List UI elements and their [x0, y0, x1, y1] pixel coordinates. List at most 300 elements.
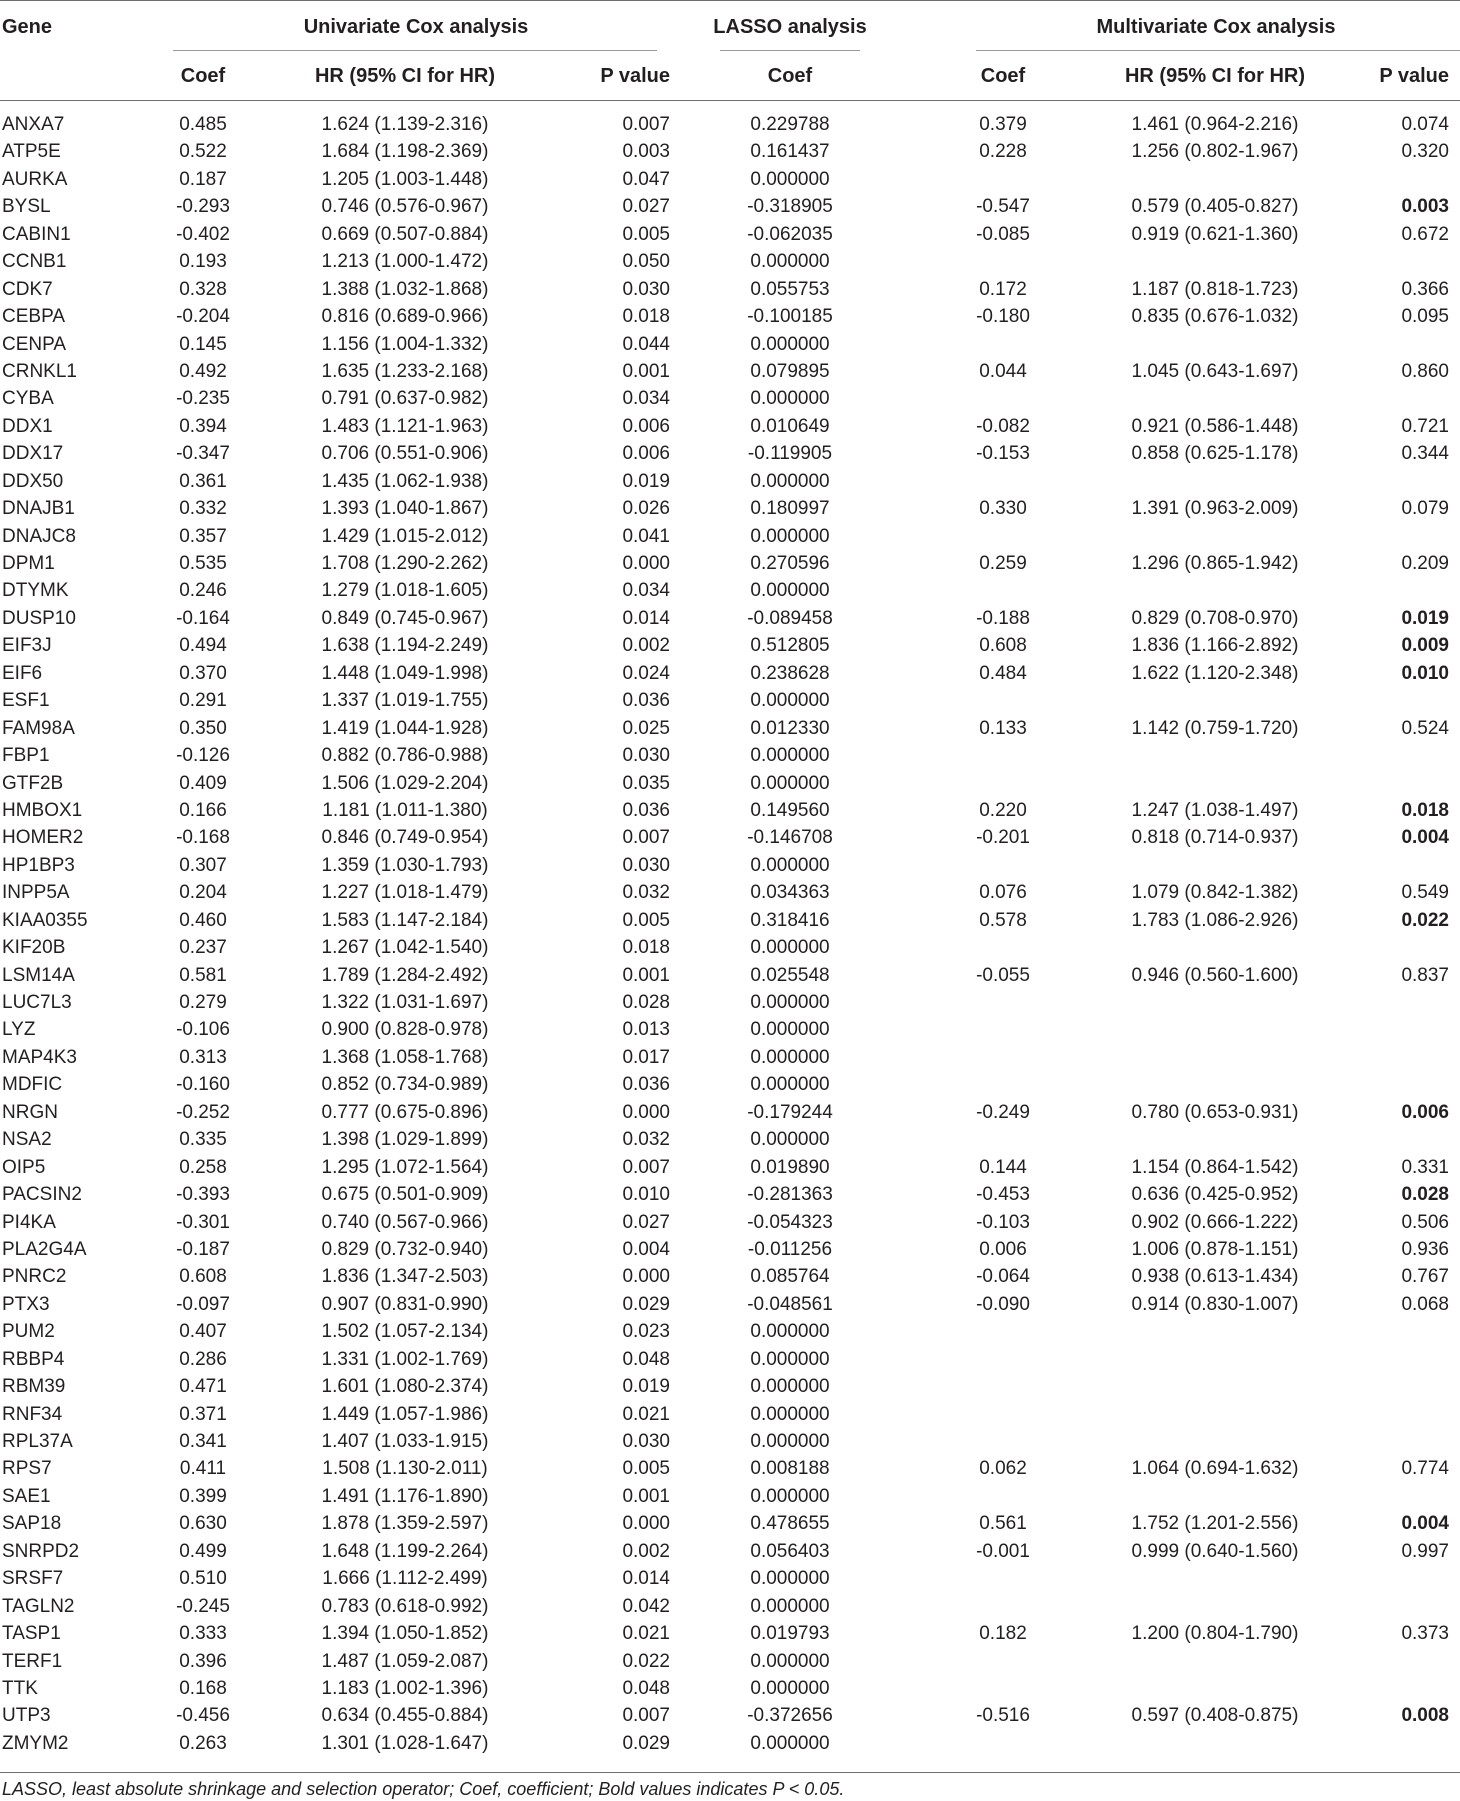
- multivariate-p-cell: 0.549: [1401, 882, 1449, 904]
- lasso-coef-cell: 0.000000: [750, 1046, 830, 1068]
- header-multivariate-p: P value: [1379, 65, 1449, 87]
- univariate-p-cell: 0.047: [622, 168, 670, 190]
- gene-cell: RPL37A: [2, 1431, 73, 1452]
- univariate-p-cell: 0.026: [622, 498, 670, 520]
- multivariate-coef-cell: 0.330: [979, 498, 1027, 520]
- table-row: [0, 276, 1460, 303]
- gene-cell: OIP5: [2, 1156, 46, 1178]
- multivariate-hr-cell: 0.818 (0.714-0.937): [1131, 827, 1299, 849]
- multivariate-p-cell: 0.672: [1401, 223, 1449, 245]
- univariate-hr-cell: 1.394 (1.050-1.852): [321, 1623, 489, 1645]
- gene-cell: LUC7L3: [2, 992, 72, 1013]
- table-row: [0, 1263, 1460, 1290]
- lasso-coef-cell: -0.048561: [747, 1293, 833, 1315]
- lasso-coef-cell: 0.019793: [750, 1623, 830, 1645]
- univariate-coef-cell: 0.279: [179, 992, 227, 1013]
- univariate-p-cell: 0.019: [622, 1376, 670, 1398]
- multivariate-group-rule: [976, 50, 1460, 51]
- univariate-coef-cell: -0.106: [176, 1019, 230, 1041]
- univariate-p-cell: 0.002: [622, 635, 670, 657]
- table-row: [0, 1510, 1460, 1537]
- multivariate-hr-cell: 1.187 (0.818-1.723): [1131, 278, 1299, 300]
- table-row: [0, 358, 1460, 385]
- univariate-coef-cell: -0.204: [176, 306, 230, 328]
- univariate-hr-cell: 1.331 (1.002-1.769): [321, 1348, 489, 1370]
- lasso-coef-cell: 0.019890: [750, 1156, 830, 1178]
- univariate-hr-cell: 1.638 (1.194-2.249): [321, 635, 489, 657]
- univariate-hr-cell: 0.669 (0.507-0.884): [321, 223, 489, 245]
- multivariate-coef-cell: 0.259: [979, 553, 1027, 574]
- gene-cell: AURKA: [2, 168, 68, 190]
- table-row: [0, 413, 1460, 440]
- table-row: [0, 687, 1460, 714]
- univariate-p-cell: 0.006: [622, 415, 670, 437]
- lasso-coef-cell: -0.119905: [747, 443, 833, 465]
- univariate-coef-cell: 0.333: [179, 1623, 227, 1645]
- univariate-coef-cell: 0.394: [179, 415, 227, 437]
- lasso-coef-cell: 0.000000: [750, 1376, 830, 1398]
- lasso-coef-cell: 0.000000: [750, 1019, 830, 1041]
- gene-cell: CYBA: [2, 388, 54, 410]
- univariate-p-cell: 0.030: [622, 745, 670, 767]
- univariate-coef-cell: 0.499: [179, 1540, 227, 1562]
- lasso-group-rule: [720, 50, 860, 51]
- univariate-hr-cell: 0.846 (0.749-0.954): [321, 827, 489, 849]
- multivariate-hr-cell: 0.921 (0.586-1.448): [1131, 415, 1299, 437]
- gene-cell: PI4KA: [2, 1211, 56, 1233]
- table-row: [0, 577, 1460, 604]
- gene-cell: PUM2: [2, 1321, 55, 1343]
- gene-cell: EIF6: [2, 662, 43, 684]
- gene-cell: CCNB1: [2, 251, 67, 273]
- gene-cell: KIAA0355: [2, 909, 88, 931]
- multivariate-hr-cell: 1.622 (1.120-2.348): [1131, 662, 1299, 684]
- univariate-hr-cell: 1.156 (1.004-1.332): [321, 333, 489, 355]
- multivariate-p-cell: 0.320: [1401, 141, 1449, 163]
- univariate-p-cell: 0.014: [622, 1568, 670, 1590]
- univariate-coef-cell: -0.301: [176, 1211, 230, 1233]
- multivariate-hr-cell: 1.296 (0.865-1.942): [1131, 553, 1299, 574]
- univariate-p-cell: 0.034: [622, 388, 670, 410]
- multivariate-hr-cell: 0.946 (0.560-1.600): [1131, 964, 1299, 986]
- univariate-p-cell: 0.007: [622, 1156, 670, 1178]
- univariate-p-cell: 0.044: [622, 333, 670, 355]
- table-row: [0, 989, 1460, 1016]
- multivariate-coef-cell: -0.188: [976, 607, 1030, 629]
- table-row: [0, 193, 1460, 220]
- univariate-p-cell: 0.032: [622, 1129, 670, 1151]
- univariate-hr-cell: 1.393 (1.040-1.867): [321, 498, 489, 520]
- header-univariate-hr: HR (95% CI for HR): [314, 65, 495, 87]
- univariate-coef-cell: 0.237: [179, 937, 227, 959]
- univariate-p-cell: 0.025: [622, 717, 670, 739]
- univariate-hr-cell: 0.634 (0.455-0.884): [321, 1705, 489, 1727]
- multivariate-coef-cell: 0.484: [979, 662, 1027, 684]
- univariate-p-cell: 0.017: [622, 1046, 670, 1068]
- univariate-hr-cell: 0.791 (0.637-0.982): [321, 388, 489, 410]
- univariate-hr-cell: 1.435 (1.062-1.938): [321, 470, 489, 492]
- gene-cell: TERF1: [2, 1650, 63, 1672]
- univariate-hr-cell: 1.502 (1.057-2.134): [321, 1321, 489, 1343]
- multivariate-coef-cell: -0.201: [976, 827, 1030, 849]
- univariate-hr-cell: 1.583 (1.147-2.184): [321, 909, 489, 931]
- univariate-coef-cell: 0.471: [179, 1376, 227, 1398]
- multivariate-p-cell: 0.009: [1401, 635, 1449, 657]
- univariate-coef-cell: 0.522: [179, 141, 227, 163]
- gene-cell: ESF1: [2, 690, 50, 712]
- lasso-coef-cell: 0.000000: [750, 745, 830, 767]
- univariate-p-cell: 0.042: [622, 1595, 670, 1617]
- table-row: [0, 632, 1460, 659]
- table-row: [0, 1099, 1460, 1126]
- univariate-coef-cell: 0.409: [179, 772, 227, 794]
- univariate-p-cell: 0.004: [622, 1238, 670, 1260]
- univariate-hr-cell: 1.368 (1.058-1.768): [321, 1046, 489, 1068]
- univariate-p-cell: 0.005: [622, 909, 670, 931]
- lasso-coef-cell: 0.000000: [750, 1650, 830, 1672]
- gene-cell: DDX17: [2, 443, 64, 465]
- lasso-coef-cell: 0.034363: [750, 882, 830, 904]
- univariate-hr-cell: 0.816 (0.689-0.966): [321, 306, 489, 328]
- univariate-hr-cell: 1.684 (1.198-2.369): [321, 141, 489, 163]
- lasso-coef-cell: -0.146708: [747, 827, 833, 849]
- table-row: [0, 852, 1460, 879]
- lasso-coef-cell: 0.512805: [750, 635, 830, 657]
- multivariate-coef-cell: 0.228: [979, 141, 1027, 163]
- table-row: [0, 907, 1460, 934]
- univariate-p-cell: 0.005: [622, 1458, 670, 1480]
- univariate-coef-cell: 0.485: [179, 114, 227, 135]
- gene-cell: KIF20B: [2, 937, 66, 959]
- table-row: [0, 468, 1460, 495]
- univariate-hr-cell: 1.227 (1.018-1.479): [321, 882, 489, 904]
- gene-cell: RPS7: [2, 1458, 52, 1480]
- table-row: [0, 605, 1460, 632]
- table-row: [0, 1373, 1460, 1400]
- univariate-hr-cell: 1.407 (1.033-1.915): [321, 1431, 489, 1452]
- univariate-coef-cell: 0.630: [179, 1513, 227, 1535]
- univariate-hr-cell: 1.506 (1.029-2.204): [321, 772, 489, 794]
- lasso-coef-cell: 0.000000: [750, 1348, 830, 1370]
- table-row: [0, 770, 1460, 797]
- multivariate-coef-cell: 0.608: [979, 635, 1027, 657]
- univariate-p-cell: 0.035: [622, 772, 670, 794]
- univariate-hr-cell: 1.267 (1.042-1.540): [321, 937, 489, 959]
- univariate-hr-cell: 1.388 (1.032-1.868): [321, 278, 489, 300]
- univariate-hr-cell: 1.359 (1.030-1.793): [321, 854, 489, 876]
- table-row: [0, 221, 1460, 248]
- univariate-coef-cell: -0.402: [176, 223, 230, 245]
- lasso-coef-cell: 0.000000: [750, 1129, 830, 1151]
- lasso-coef-cell: 0.000000: [750, 580, 830, 602]
- gene-cell: HP1BP3: [2, 854, 75, 876]
- multivariate-p-cell: 0.209: [1401, 553, 1449, 574]
- table-row: [0, 742, 1460, 769]
- univariate-coef-cell: 0.332: [179, 498, 227, 520]
- univariate-p-cell: 0.019: [622, 470, 670, 492]
- lasso-coef-cell: 0.085764: [750, 1266, 830, 1288]
- univariate-hr-cell: 1.419 (1.044-1.928): [321, 717, 489, 739]
- gene-cell: UTP3: [2, 1705, 51, 1727]
- univariate-p-cell: 0.001: [622, 360, 670, 382]
- lasso-coef-cell: 0.000000: [750, 333, 830, 355]
- univariate-p-cell: 0.018: [622, 937, 670, 959]
- gene-cell: MAP4K3: [2, 1046, 77, 1068]
- multivariate-hr-cell: 1.752 (1.201-2.556): [1131, 1513, 1299, 1535]
- multivariate-p-cell: 0.006: [1401, 1101, 1449, 1123]
- lasso-coef-cell: 0.000000: [750, 168, 830, 190]
- multivariate-p-cell: 0.010: [1401, 662, 1449, 684]
- univariate-hr-cell: 1.836 (1.347-2.503): [321, 1266, 489, 1288]
- multivariate-hr-cell: 0.780 (0.653-0.931): [1131, 1101, 1299, 1123]
- univariate-hr-cell: 1.301 (1.028-1.647): [321, 1732, 489, 1754]
- gene-cell: FBP1: [2, 745, 50, 767]
- univariate-hr-cell: 1.279 (1.018-1.605): [321, 580, 489, 602]
- univariate-coef-cell: 0.187: [179, 168, 227, 190]
- univariate-p-cell: 0.023: [622, 1321, 670, 1343]
- lasso-coef-cell: 0.000000: [750, 937, 830, 959]
- multivariate-coef-cell: -0.453: [976, 1184, 1030, 1206]
- univariate-hr-cell: 0.783 (0.618-0.992): [321, 1595, 489, 1617]
- univariate-hr-cell: 1.624 (1.139-2.316): [321, 114, 489, 135]
- univariate-coef-cell: -0.252: [176, 1101, 230, 1123]
- univariate-p-cell: 0.027: [622, 196, 670, 218]
- multivariate-hr-cell: 0.579 (0.405-0.827): [1131, 196, 1299, 218]
- univariate-p-cell: 0.003: [622, 141, 670, 163]
- univariate-coef-cell: 0.328: [179, 278, 227, 300]
- univariate-coef-cell: 0.370: [179, 662, 227, 684]
- multivariate-coef-cell: 0.062: [979, 1458, 1027, 1480]
- univariate-coef-cell: -0.187: [176, 1238, 230, 1260]
- univariate-hr-cell: 1.449 (1.057-1.986): [321, 1403, 489, 1425]
- gene-cell: EIF3J: [2, 635, 52, 657]
- univariate-coef-cell: 0.313: [179, 1046, 227, 1068]
- multivariate-p-cell: 0.721: [1401, 415, 1449, 437]
- multivariate-coef-cell: -0.547: [976, 196, 1030, 218]
- multivariate-p-cell: 0.074: [1401, 114, 1449, 135]
- univariate-p-cell: 0.024: [622, 662, 670, 684]
- multivariate-p-cell: 0.837: [1401, 964, 1449, 986]
- univariate-p-cell: 0.021: [622, 1623, 670, 1645]
- univariate-coef-cell: -0.347: [176, 443, 230, 465]
- univariate-p-cell: 0.021: [622, 1403, 670, 1425]
- multivariate-p-cell: 0.331: [1401, 1156, 1449, 1178]
- header-univariate-p: P value: [600, 65, 670, 87]
- univariate-p-cell: 0.007: [622, 1705, 670, 1727]
- univariate-p-cell: 0.030: [622, 278, 670, 300]
- table-row: [0, 797, 1460, 824]
- table-row: [0, 1565, 1460, 1592]
- table-row: [0, 879, 1460, 906]
- multivariate-hr-cell: 0.597 (0.408-0.875): [1131, 1705, 1299, 1727]
- multivariate-coef-cell: -0.090: [976, 1293, 1030, 1315]
- univariate-hr-cell: 0.852 (0.734-0.989): [321, 1074, 489, 1096]
- multivariate-coef-cell: 0.220: [979, 799, 1027, 821]
- multivariate-p-cell: 0.524: [1401, 717, 1449, 739]
- multivariate-hr-cell: 0.835 (0.676-1.032): [1131, 306, 1299, 328]
- multivariate-hr-cell: 1.045 (0.643-1.697): [1131, 360, 1299, 382]
- univariate-p-cell: 0.050: [622, 251, 670, 273]
- univariate-coef-cell: -0.235: [176, 388, 230, 410]
- table-row: [0, 166, 1460, 193]
- table-row: [0, 495, 1460, 522]
- univariate-coef-cell: 0.492: [179, 360, 227, 382]
- univariate-coef-cell: 0.193: [179, 251, 227, 273]
- multivariate-p-cell: 0.373: [1401, 1623, 1449, 1645]
- univariate-coef-cell: 0.535: [179, 553, 227, 574]
- multivariate-coef-cell: 0.144: [979, 1156, 1027, 1178]
- lasso-coef-cell: 0.008188: [750, 1458, 830, 1480]
- table-row: [0, 440, 1460, 467]
- univariate-p-cell: 0.048: [622, 1348, 670, 1370]
- multivariate-hr-cell: 0.938 (0.613-1.434): [1131, 1266, 1299, 1288]
- univariate-p-cell: 0.000: [622, 1266, 670, 1288]
- header-bottom-rule: [0, 100, 1460, 101]
- table-row: [0, 1126, 1460, 1153]
- gene-cell: TTK: [2, 1677, 38, 1699]
- gene-cell: SNRPD2: [2, 1540, 80, 1562]
- univariate-coef-cell: 0.396: [179, 1650, 227, 1672]
- univariate-hr-cell: 1.398 (1.029-1.899): [321, 1129, 489, 1151]
- univariate-hr-cell: 1.448 (1.049-1.998): [321, 662, 489, 684]
- univariate-p-cell: 0.013: [622, 1019, 670, 1041]
- gene-cell: NRGN: [2, 1101, 58, 1123]
- univariate-p-cell: 0.036: [622, 799, 670, 821]
- univariate-hr-cell: 1.708 (1.290-2.262): [321, 553, 489, 574]
- table-row: [0, 1702, 1460, 1729]
- table-bottom-rule: [0, 1772, 1460, 1773]
- lasso-coef-cell: -0.179244: [747, 1101, 833, 1123]
- univariate-coef-cell: 0.399: [179, 1485, 227, 1507]
- table-row: [0, 1016, 1460, 1043]
- table-row: [0, 1538, 1460, 1565]
- multivariate-p-cell: 0.019: [1401, 607, 1449, 629]
- gene-cell: SAE1: [2, 1485, 51, 1507]
- univariate-hr-cell: 1.648 (1.199-2.264): [321, 1540, 489, 1562]
- gene-cell: SRSF7: [2, 1568, 64, 1590]
- univariate-hr-cell: 1.337 (1.019-1.755): [321, 690, 489, 712]
- multivariate-hr-cell: 0.636 (0.425-0.952): [1131, 1184, 1299, 1206]
- table-row: [0, 1620, 1460, 1647]
- lasso-coef-cell: 0.318416: [750, 909, 830, 931]
- multivariate-p-cell: 0.506: [1401, 1211, 1449, 1233]
- table-footnote: LASSO, least absolute shrinkage and selection operator; Coef, coefficient; Bold values indicates P < 0.05.: [2, 1779, 845, 1799]
- multivariate-hr-cell: 1.064 (0.694-1.632): [1131, 1458, 1299, 1480]
- univariate-hr-cell: 1.789 (1.284-2.492): [321, 964, 489, 986]
- table-row: [0, 111, 1460, 138]
- table-row: [0, 1236, 1460, 1263]
- multivariate-p-cell: 0.008: [1401, 1705, 1449, 1727]
- univariate-p-cell: 0.000: [622, 553, 670, 574]
- table-row: [0, 1044, 1460, 1071]
- table-row: [0, 1071, 1460, 1098]
- table-row: [0, 1675, 1460, 1702]
- lasso-coef-cell: 0.180997: [750, 498, 830, 520]
- univariate-coef-cell: 0.411: [179, 1458, 227, 1480]
- univariate-coef-cell: 0.350: [179, 717, 227, 739]
- univariate-p-cell: 0.007: [622, 827, 670, 849]
- table-body: [0, 111, 1460, 1757]
- table-row: [0, 824, 1460, 851]
- multivariate-hr-cell: 1.836 (1.166-2.892): [1131, 635, 1299, 657]
- lasso-coef-cell: 0.238628: [750, 662, 830, 684]
- univariate-coef-cell: 0.608: [179, 1266, 227, 1288]
- lasso-coef-cell: -0.372656: [747, 1705, 833, 1727]
- univariate-p-cell: 0.036: [622, 690, 670, 712]
- table-row: [0, 331, 1460, 358]
- header-multivariate: Multivariate Cox analysis: [1096, 16, 1336, 38]
- multivariate-p-cell: 0.022: [1401, 909, 1449, 931]
- multivariate-p-cell: 0.095: [1401, 306, 1449, 328]
- multivariate-hr-cell: 1.247 (1.038-1.497): [1131, 799, 1299, 821]
- lasso-coef-cell: 0.055753: [750, 278, 830, 300]
- univariate-coef-cell: -0.097: [176, 1293, 230, 1315]
- lasso-coef-cell: -0.281363: [747, 1184, 833, 1206]
- gene-cell: DUSP10: [2, 607, 76, 629]
- multivariate-hr-cell: 0.914 (0.830-1.007): [1131, 1293, 1299, 1315]
- lasso-coef-cell: 0.000000: [750, 854, 830, 876]
- univariate-coef-cell: 0.307: [179, 854, 227, 876]
- gene-cell: CEBPA: [2, 306, 66, 328]
- lasso-coef-cell: 0.000000: [750, 1595, 830, 1617]
- lasso-coef-cell: 0.000000: [750, 1403, 830, 1425]
- gene-cell: RBBP4: [2, 1348, 65, 1370]
- univariate-hr-cell: 0.706 (0.551-0.906): [321, 443, 489, 465]
- multivariate-p-cell: 0.344: [1401, 443, 1449, 465]
- table-row: [0, 660, 1460, 687]
- multivariate-p-cell: 0.774: [1401, 1458, 1449, 1480]
- lasso-coef-cell: -0.011256: [747, 1238, 833, 1260]
- univariate-coef-cell: 0.168: [179, 1677, 227, 1699]
- multivariate-coef-cell: -0.082: [976, 415, 1030, 437]
- gene-cell: PACSIN2: [2, 1184, 82, 1206]
- table-row: [0, 1401, 1460, 1428]
- table-row: [0, 1346, 1460, 1373]
- gene-cell: DTYMK: [2, 580, 69, 602]
- lasso-coef-cell: 0.000000: [750, 525, 830, 547]
- univariate-coef-cell: 0.341: [179, 1431, 227, 1452]
- multivariate-hr-cell: 0.858 (0.625-1.178): [1131, 443, 1299, 465]
- table-row: [0, 1648, 1460, 1675]
- table-row: [0, 1209, 1460, 1236]
- multivariate-p-cell: 0.079: [1401, 498, 1449, 520]
- table-row: [0, 1291, 1460, 1318]
- univariate-coef-cell: 0.510: [179, 1568, 227, 1590]
- lasso-coef-cell: 0.000000: [750, 388, 830, 410]
- multivariate-coef-cell: -0.103: [976, 1211, 1030, 1233]
- multivariate-p-cell: 0.997: [1401, 1540, 1449, 1562]
- multivariate-hr-cell: 1.783 (1.086-2.926): [1131, 909, 1299, 931]
- univariate-p-cell: 0.029: [622, 1732, 670, 1754]
- table-row: [0, 715, 1460, 742]
- gene-cell: TAGLN2: [2, 1595, 75, 1617]
- table-row: [0, 934, 1460, 961]
- gene-cell: DNAJB1: [2, 498, 75, 520]
- univariate-p-cell: 0.041: [622, 525, 670, 547]
- univariate-coef-cell: -0.168: [176, 827, 230, 849]
- univariate-hr-cell: 1.508 (1.130-2.011): [322, 1458, 488, 1480]
- multivariate-coef-cell: -0.153: [976, 443, 1030, 465]
- univariate-coef-cell: 0.581: [179, 964, 227, 986]
- univariate-p-cell: 0.027: [622, 1211, 670, 1233]
- gene-cell: ZMYM2: [2, 1732, 69, 1754]
- univariate-hr-cell: 0.849 (0.745-0.967): [321, 607, 489, 629]
- gene-cell: GTF2B: [2, 772, 64, 794]
- univariate-hr-cell: 0.740 (0.567-0.966): [321, 1211, 489, 1233]
- multivariate-hr-cell: 1.154 (0.864-1.542): [1131, 1156, 1299, 1178]
- table-row: [0, 1154, 1460, 1181]
- univariate-coef-cell: 0.361: [179, 470, 227, 492]
